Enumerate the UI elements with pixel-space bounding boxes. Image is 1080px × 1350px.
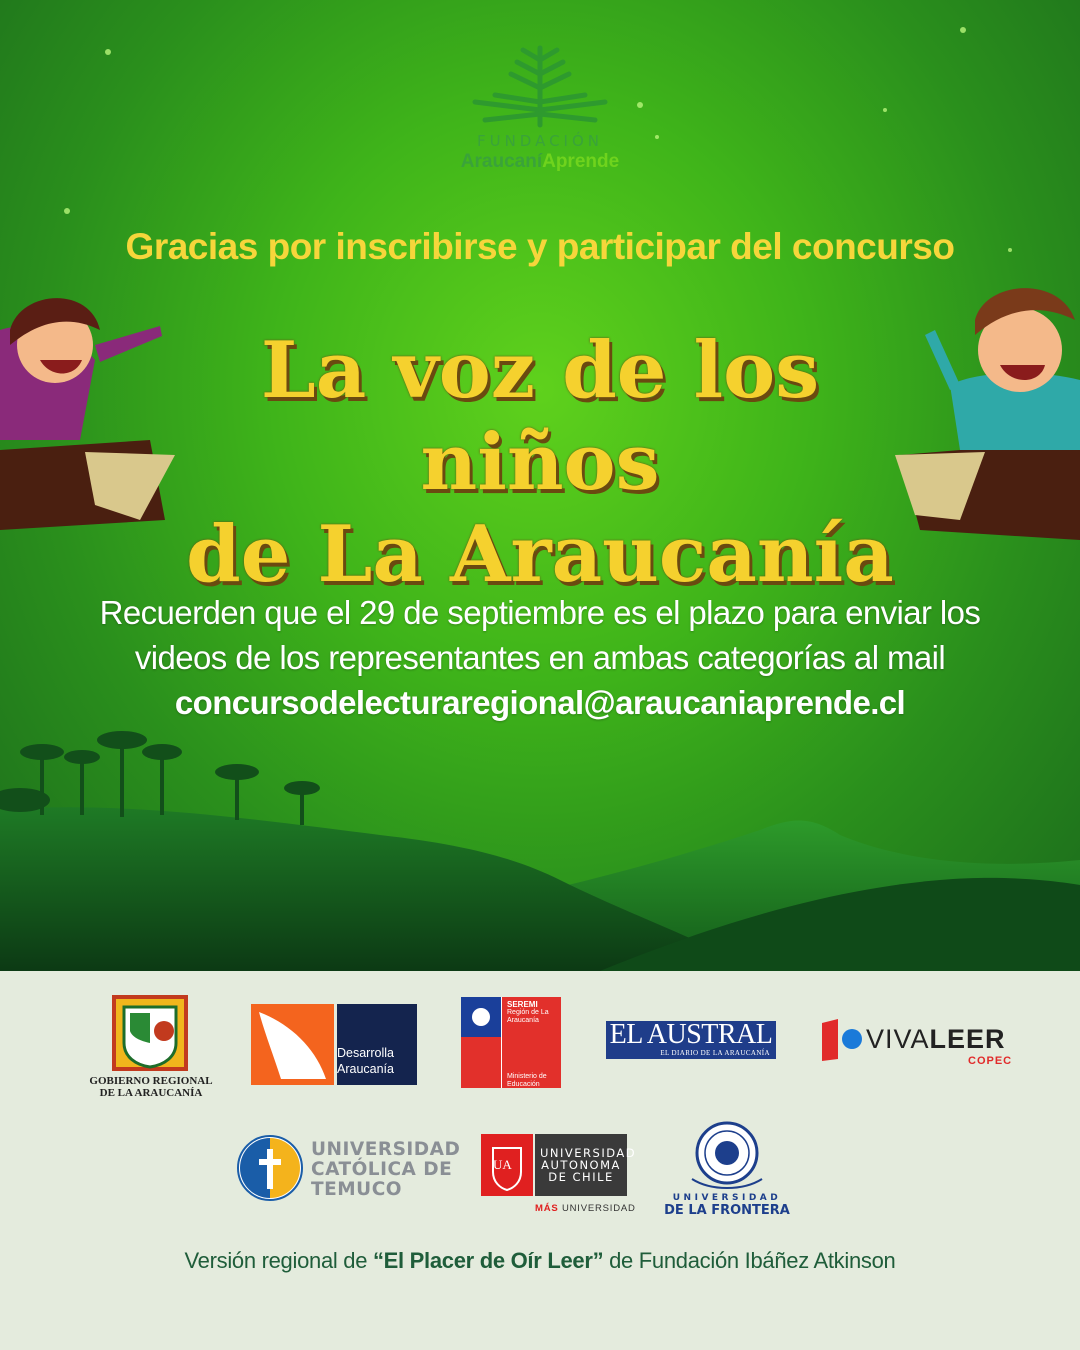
pine-branch-icon [465, 40, 615, 130]
ufro-seal-icon [686, 1121, 768, 1193]
contest-title-line1: La voz de los niños [260, 325, 820, 508]
credit-suffix: de Fundación Ibáñez Atkinson [603, 1248, 896, 1273]
ufro-line1: UNIVERSIDAD [672, 1193, 782, 1203]
ua-line3: DE CHILE [548, 1170, 614, 1184]
credit-work-title: “El Placer de Oír Leer” [372, 1248, 604, 1273]
ua-tagline-b: UNIVERSIDAD [561, 1203, 636, 1214]
austral-name: EL AUSTRAL [609, 1019, 773, 1050]
logo-name-part2: Aprende [542, 151, 620, 172]
uct-line1: UNIVERSIDAD [311, 1139, 461, 1160]
gobierno-line2: DE LA ARAUCANÍA [99, 1087, 203, 1099]
ua-line2: AUTONOMA [541, 1158, 621, 1172]
contact-email-link[interactable]: concursodelecturaregional@araucaniaprende.cl [174, 684, 906, 721]
seremi-title: SEREMI [507, 1000, 538, 1009]
vivaleer-book-icon [822, 1019, 866, 1061]
vivaleer-viva: VIVA [866, 1024, 930, 1054]
uct-name [311, 1140, 460, 1200]
seremi-region: Región de La Araucanía [507, 1009, 549, 1024]
ua-tagline-a: MÁS [535, 1203, 559, 1214]
logo-fundacion-text: FUNDACIÓN [476, 132, 604, 150]
ua-name [540, 1146, 637, 1184]
reminder-line2: videos de los representantes en ambas categorías al mail [134, 639, 946, 676]
ua-badge-text: UA [493, 1157, 512, 1172]
sponsors-footer [0, 971, 1080, 1350]
uct-logo-icon [237, 1135, 303, 1201]
austral-tagline: EL DIARIO DE LA ARAUCANÍA [660, 1049, 770, 1057]
logo-name-part1: Araucaní [460, 151, 543, 172]
vivaleer-leer: LEER [929, 1024, 1006, 1054]
logo-name-text [430, 151, 650, 173]
ua-line1: UNIVERSIDAD [540, 1146, 637, 1160]
ufro-line2: DE LA FRONTERA [664, 1203, 790, 1218]
thanks-headline: Gracias por inscribirse y participar del concurso [125, 226, 955, 267]
desarrolla-line1: Desarrolla [337, 1046, 394, 1060]
desarrolla-line2: Araucanía [337, 1062, 394, 1076]
copec-text: COPEC [968, 1055, 1013, 1067]
desarrolla-araucania-text [337, 1045, 394, 1077]
gobierno-regional-caption [78, 1075, 224, 1099]
deadline-reminder [60, 590, 1020, 725]
el-austral-logo [606, 1021, 776, 1059]
uct-line2: CATÓLICA DE [311, 1159, 453, 1180]
contest-title-line2: de La Araucanía [186, 509, 894, 600]
regional-version-credit [0, 1248, 1080, 1274]
ufro-name [662, 1193, 792, 1218]
reminder-line1: Recuerden que el 29 de septiembre es el plazo para enviar los [99, 594, 981, 631]
credit-prefix: Versión regional de [184, 1248, 373, 1273]
gobierno-regional-crest-icon [110, 993, 190, 1073]
seremi-ministry: Ministerio de Educación [507, 1073, 547, 1088]
gobierno-line1: GOBIERNO REGIONAL [89, 1075, 213, 1087]
vivaleer-wordmark [866, 1024, 1006, 1055]
seremi-text [507, 1001, 557, 1089]
uct-line3: TEMUCO [311, 1179, 402, 1200]
fundacion-araucaniaprende-logo [430, 40, 650, 175]
contest-title [140, 325, 940, 601]
ua-tagline [535, 1203, 636, 1214]
